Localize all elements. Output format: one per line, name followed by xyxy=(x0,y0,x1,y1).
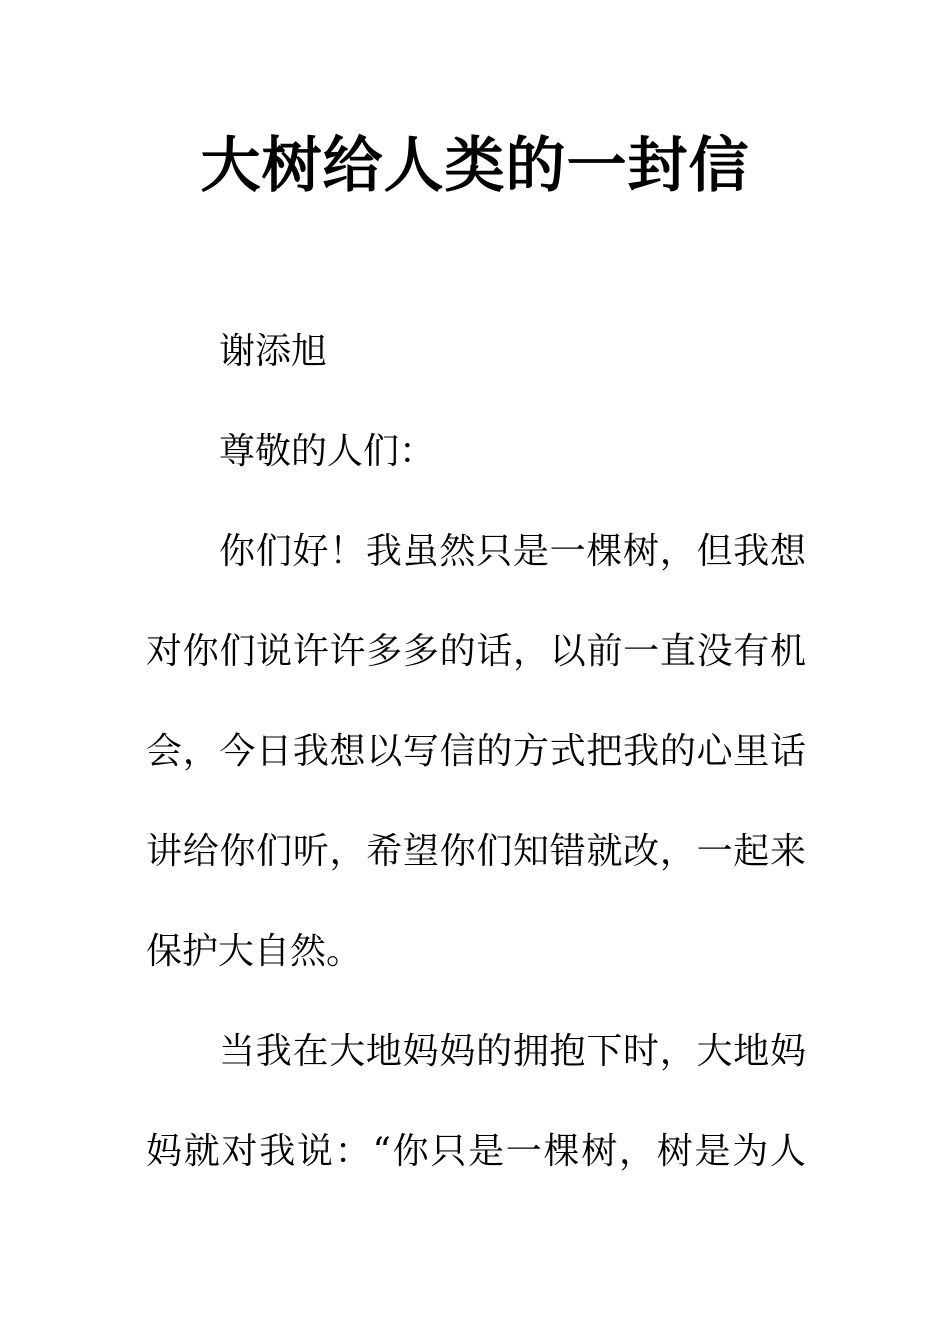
letter-body xyxy=(146,302,806,1202)
paragraph-1-line-3: 会，今日我想以写信的方式把我的心里话 xyxy=(146,731,806,772)
paragraph-1-line-1: 你们好！我虽然只是一棵树，但我想 xyxy=(219,531,806,572)
paragraph-1-line-4: 讲给你们听，希望你们知错就改，一起来 xyxy=(146,831,806,872)
paragraph-2-line-1: 当我在大地妈妈的拥抱下时，大地妈 xyxy=(219,1031,806,1072)
document-title: 大树给人类的一封信 xyxy=(200,131,750,201)
paragraph-1-line-5: 保护大自然。 xyxy=(146,931,363,972)
paragraph-2-line-2: 妈就对我说：“你只是一棵树，树是为人 xyxy=(146,1131,806,1172)
paragraph-1-line-2: 对你们说许许多多的话，以前一直没有机 xyxy=(146,631,806,672)
author-line: 谢添旭 xyxy=(219,331,328,372)
salutation-line: 尊敬的人们： xyxy=(219,431,436,472)
